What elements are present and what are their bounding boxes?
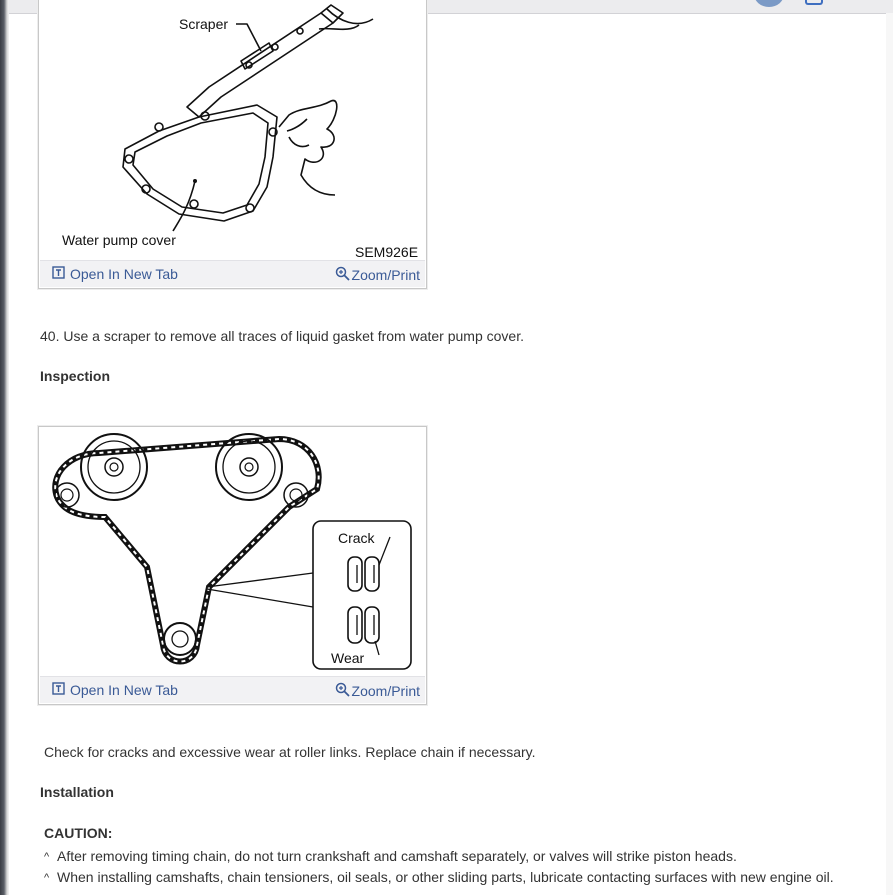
caret-bullet: ^	[44, 851, 50, 863]
open-new-tab-icon	[52, 266, 65, 282]
zoom-print-link[interactable]	[335, 682, 420, 700]
installation-heading: Installation	[40, 784, 114, 800]
zoom-in-icon	[335, 266, 350, 284]
timing-chain-diagram	[39, 427, 426, 677]
inspection-heading: Inspection	[40, 368, 111, 384]
page-scrollbar[interactable]	[886, 13, 893, 895]
water-pump-cover-diagram	[39, 0, 426, 261]
open-in-new-tab-link[interactable]	[52, 682, 178, 698]
figure-water-pump-cover	[38, 0, 427, 289]
window-left-edge	[0, 0, 9, 895]
diagram-label-scraper: Scraper	[179, 16, 229, 32]
inspection-text: Check for cracks and excessive wear at roller links. Replace chain if necessary.	[44, 744, 536, 760]
open-in-new-tab-label: Open In New Tab	[70, 682, 178, 698]
figure-toolbar	[40, 260, 425, 287]
caret-bullet: ^	[44, 872, 50, 884]
caution-item	[44, 867, 834, 888]
profile-avatar[interactable]	[754, 0, 784, 7]
caution-label: CAUTION:	[44, 825, 113, 841]
caution-list	[44, 846, 834, 888]
open-new-tab-icon	[52, 682, 65, 698]
caution-item-text: After removing timing chain, do not turn crankshaft and camshaft separately, or valves will strike piston heads.	[57, 848, 737, 864]
caution-item	[44, 846, 834, 867]
extension-icon[interactable]	[805, 0, 823, 5]
zoom-print-label: Zoom/Print	[351, 683, 420, 699]
open-in-new-tab-link[interactable]	[52, 266, 178, 282]
zoom-in-icon	[335, 682, 350, 700]
step-40-text: 40. Use a scraper to remove all traces of liquid gasket from water pump cover.	[40, 328, 524, 344]
diagram-label-wear: Wear	[331, 650, 365, 666]
figure-toolbar	[40, 676, 425, 703]
diagram-code: SEM926E	[355, 244, 419, 260]
figure-timing-chain-inspection	[38, 426, 427, 705]
open-in-new-tab-label: Open In New Tab	[70, 266, 178, 282]
diagram-label-water-pump-cover: Water pump cover	[62, 232, 176, 248]
zoom-print-link[interactable]	[335, 266, 420, 284]
caution-item-text: When installing camshafts, chain tensioners, oil seals, or other sliding parts, lubricate contacting surfaces with new engine oil.	[57, 869, 834, 885]
zoom-print-label: Zoom/Print	[351, 267, 420, 283]
diagram-label-crack: Crack	[338, 530, 375, 546]
